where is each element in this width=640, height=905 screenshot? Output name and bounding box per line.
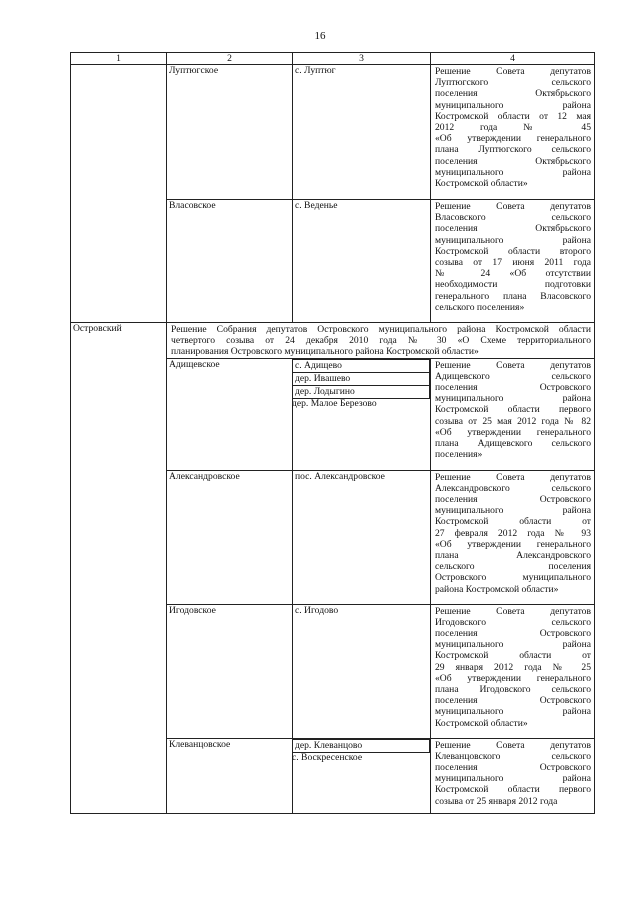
text-line: поселения Островского [435, 494, 591, 506]
decision-cell [431, 470, 595, 604]
text-line: поселения Островского [435, 382, 591, 394]
decision-cell [431, 738, 595, 813]
col-header-2: 2 [167, 53, 293, 65]
settlement-name: Клеванцовское [167, 738, 293, 813]
text-line: «Об утверждении генерального [435, 672, 591, 684]
district-decision [167, 323, 595, 359]
text-line: созыва от 25 мая 2012 года № 82 [435, 415, 591, 427]
text-line: сельского поселения» [435, 301, 525, 313]
col-header-1: 1 [71, 53, 167, 65]
text-line: Решение Совета депутатов [435, 201, 591, 212]
decision-cell [431, 200, 595, 323]
text-line: «Об утверждении генерального [435, 133, 591, 145]
text-line: Костромской области второго [435, 245, 591, 257]
text-line: Костромской области» [435, 178, 528, 190]
header-row [71, 53, 595, 65]
place-item: дер. Лодыгино [292, 385, 430, 399]
decision-text [435, 201, 591, 313]
settlement-name: Власовское [167, 200, 293, 323]
place-item: с. Адищево [292, 359, 430, 373]
settlement-name: Игодовское [167, 604, 293, 738]
text-line: Решение Совета депутатов [435, 66, 591, 77]
text-line: муниципального района [435, 505, 591, 517]
text-line: муниципального района [435, 639, 591, 651]
decision-cell [431, 65, 595, 200]
district-row [71, 323, 595, 359]
place-item: дер. Ивашево [292, 372, 430, 386]
place-item: с. Воскресенское [292, 751, 363, 763]
text-line: поселения Островского [435, 695, 591, 707]
text-line: «Об утверждении генерального [435, 426, 591, 438]
settlement-name: Александровское [167, 470, 293, 604]
place-item: с. Игодово [295, 604, 339, 616]
text-line: района Костромской области» [435, 583, 559, 595]
text-line: «Об утверждении генерального [435, 538, 591, 550]
text-line: 2012 года № 45 [435, 122, 591, 134]
text-line: генерального плана Власовского [435, 290, 591, 302]
text-line: необходимости подготовки [435, 279, 591, 291]
text-line: Луптюгского сельского [435, 77, 591, 89]
text-line: муниципального района [435, 773, 591, 785]
text-line: Костромской области от 12 мая [435, 110, 591, 122]
decision-text [435, 472, 591, 595]
text-line: Костромской области от [435, 516, 591, 528]
text-line: Костромской области» [435, 717, 528, 729]
district-cell-empty [71, 65, 167, 323]
col-header-4: 4 [431, 53, 595, 65]
settlement-name: Луптюгское [167, 65, 293, 200]
text-line: сельского поселения [435, 561, 591, 573]
text-line: Костромской области от [435, 650, 591, 662]
text-line: муниципального района [435, 234, 591, 246]
places-cell [293, 604, 431, 738]
text-line: плана Игодовского сельского [435, 684, 591, 696]
places-cell [293, 65, 431, 200]
text-line: Решение Совета депутатов [435, 471, 591, 483]
places-cell [293, 200, 431, 323]
text-line: Александровского сельского [435, 482, 591, 494]
text-line: Решение Собрания депутатов Островского муниципального района Костромской области [171, 324, 591, 335]
settlements-table [70, 52, 595, 814]
table-row [71, 65, 595, 200]
text-line: Костромской области первого [435, 404, 591, 416]
text-line: плана Адищевского сельского [435, 438, 591, 450]
decision-cell [431, 358, 595, 470]
decision-text [435, 606, 591, 729]
text-line: муниципального района [435, 99, 591, 111]
text-line: 27 февраля 2012 года № 93 [435, 527, 591, 539]
text-line: плана Луптюгского сельского [435, 144, 591, 156]
text-line: 29 января 2012 года № 25 [435, 661, 591, 673]
place-item: с. Веденье [295, 200, 338, 211]
place-item: пос. Александровское [295, 470, 385, 482]
text-line: Островского муниципального [435, 572, 591, 584]
place-item: с. Луптюг [295, 65, 336, 76]
district-decision-text [171, 324, 591, 358]
decision-text [435, 66, 591, 189]
text-line: Клеванцовского сельского [435, 750, 591, 762]
text-line: Решение Совета депутатов [435, 359, 591, 371]
text-line: Решение Совета депутатов [435, 605, 591, 617]
decision-cell [431, 604, 595, 738]
text-line: четвертого созыва от 24 декабря 2010 года № 30 «О Схеме территориального [171, 335, 591, 347]
decision-text [435, 740, 591, 807]
text-line: Решение Совета депутатов [435, 739, 591, 751]
text-line: Игодовского сельского [435, 616, 591, 628]
col-header-3: 3 [293, 53, 431, 65]
place-item: дер. Малое Березово [292, 397, 377, 409]
text-line: Костромской области первого [435, 784, 591, 796]
district-name: Островский [71, 323, 167, 814]
places-cell [293, 470, 431, 604]
text-line: муниципального района [435, 166, 591, 178]
text-line: планирования Островского муниципального района Костромской области» [171, 346, 479, 358]
text-line: поселения» [435, 449, 483, 461]
text-line: поселения Октябрьского [435, 223, 591, 235]
text-line: Адищевского сельского [435, 370, 591, 382]
decision-text [435, 360, 591, 461]
page-number: 16 [314, 30, 326, 42]
text-line: муниципального района [435, 706, 591, 718]
places-cell [293, 738, 431, 813]
text-line: поселения Островского [435, 762, 591, 774]
place-item: дер. Клеванцово [292, 739, 430, 753]
places-cell [293, 358, 431, 470]
text-line: поселения Октябрьского [435, 88, 591, 100]
text-line: Власовского сельского [435, 212, 591, 224]
text-line: № 24 «Об отсутствии [435, 268, 591, 280]
text-line: поселения Октябрьского [435, 155, 591, 167]
text-line: поселения Островского [435, 628, 591, 640]
text-line: плана Александровского [435, 550, 591, 562]
text-line: созыва от 25 января 2012 года [435, 795, 558, 807]
text-line: муниципального района [435, 393, 591, 405]
text-line: созыва от 17 июня 2011 года [435, 257, 591, 269]
settlement-name: Адищевское [167, 358, 293, 470]
